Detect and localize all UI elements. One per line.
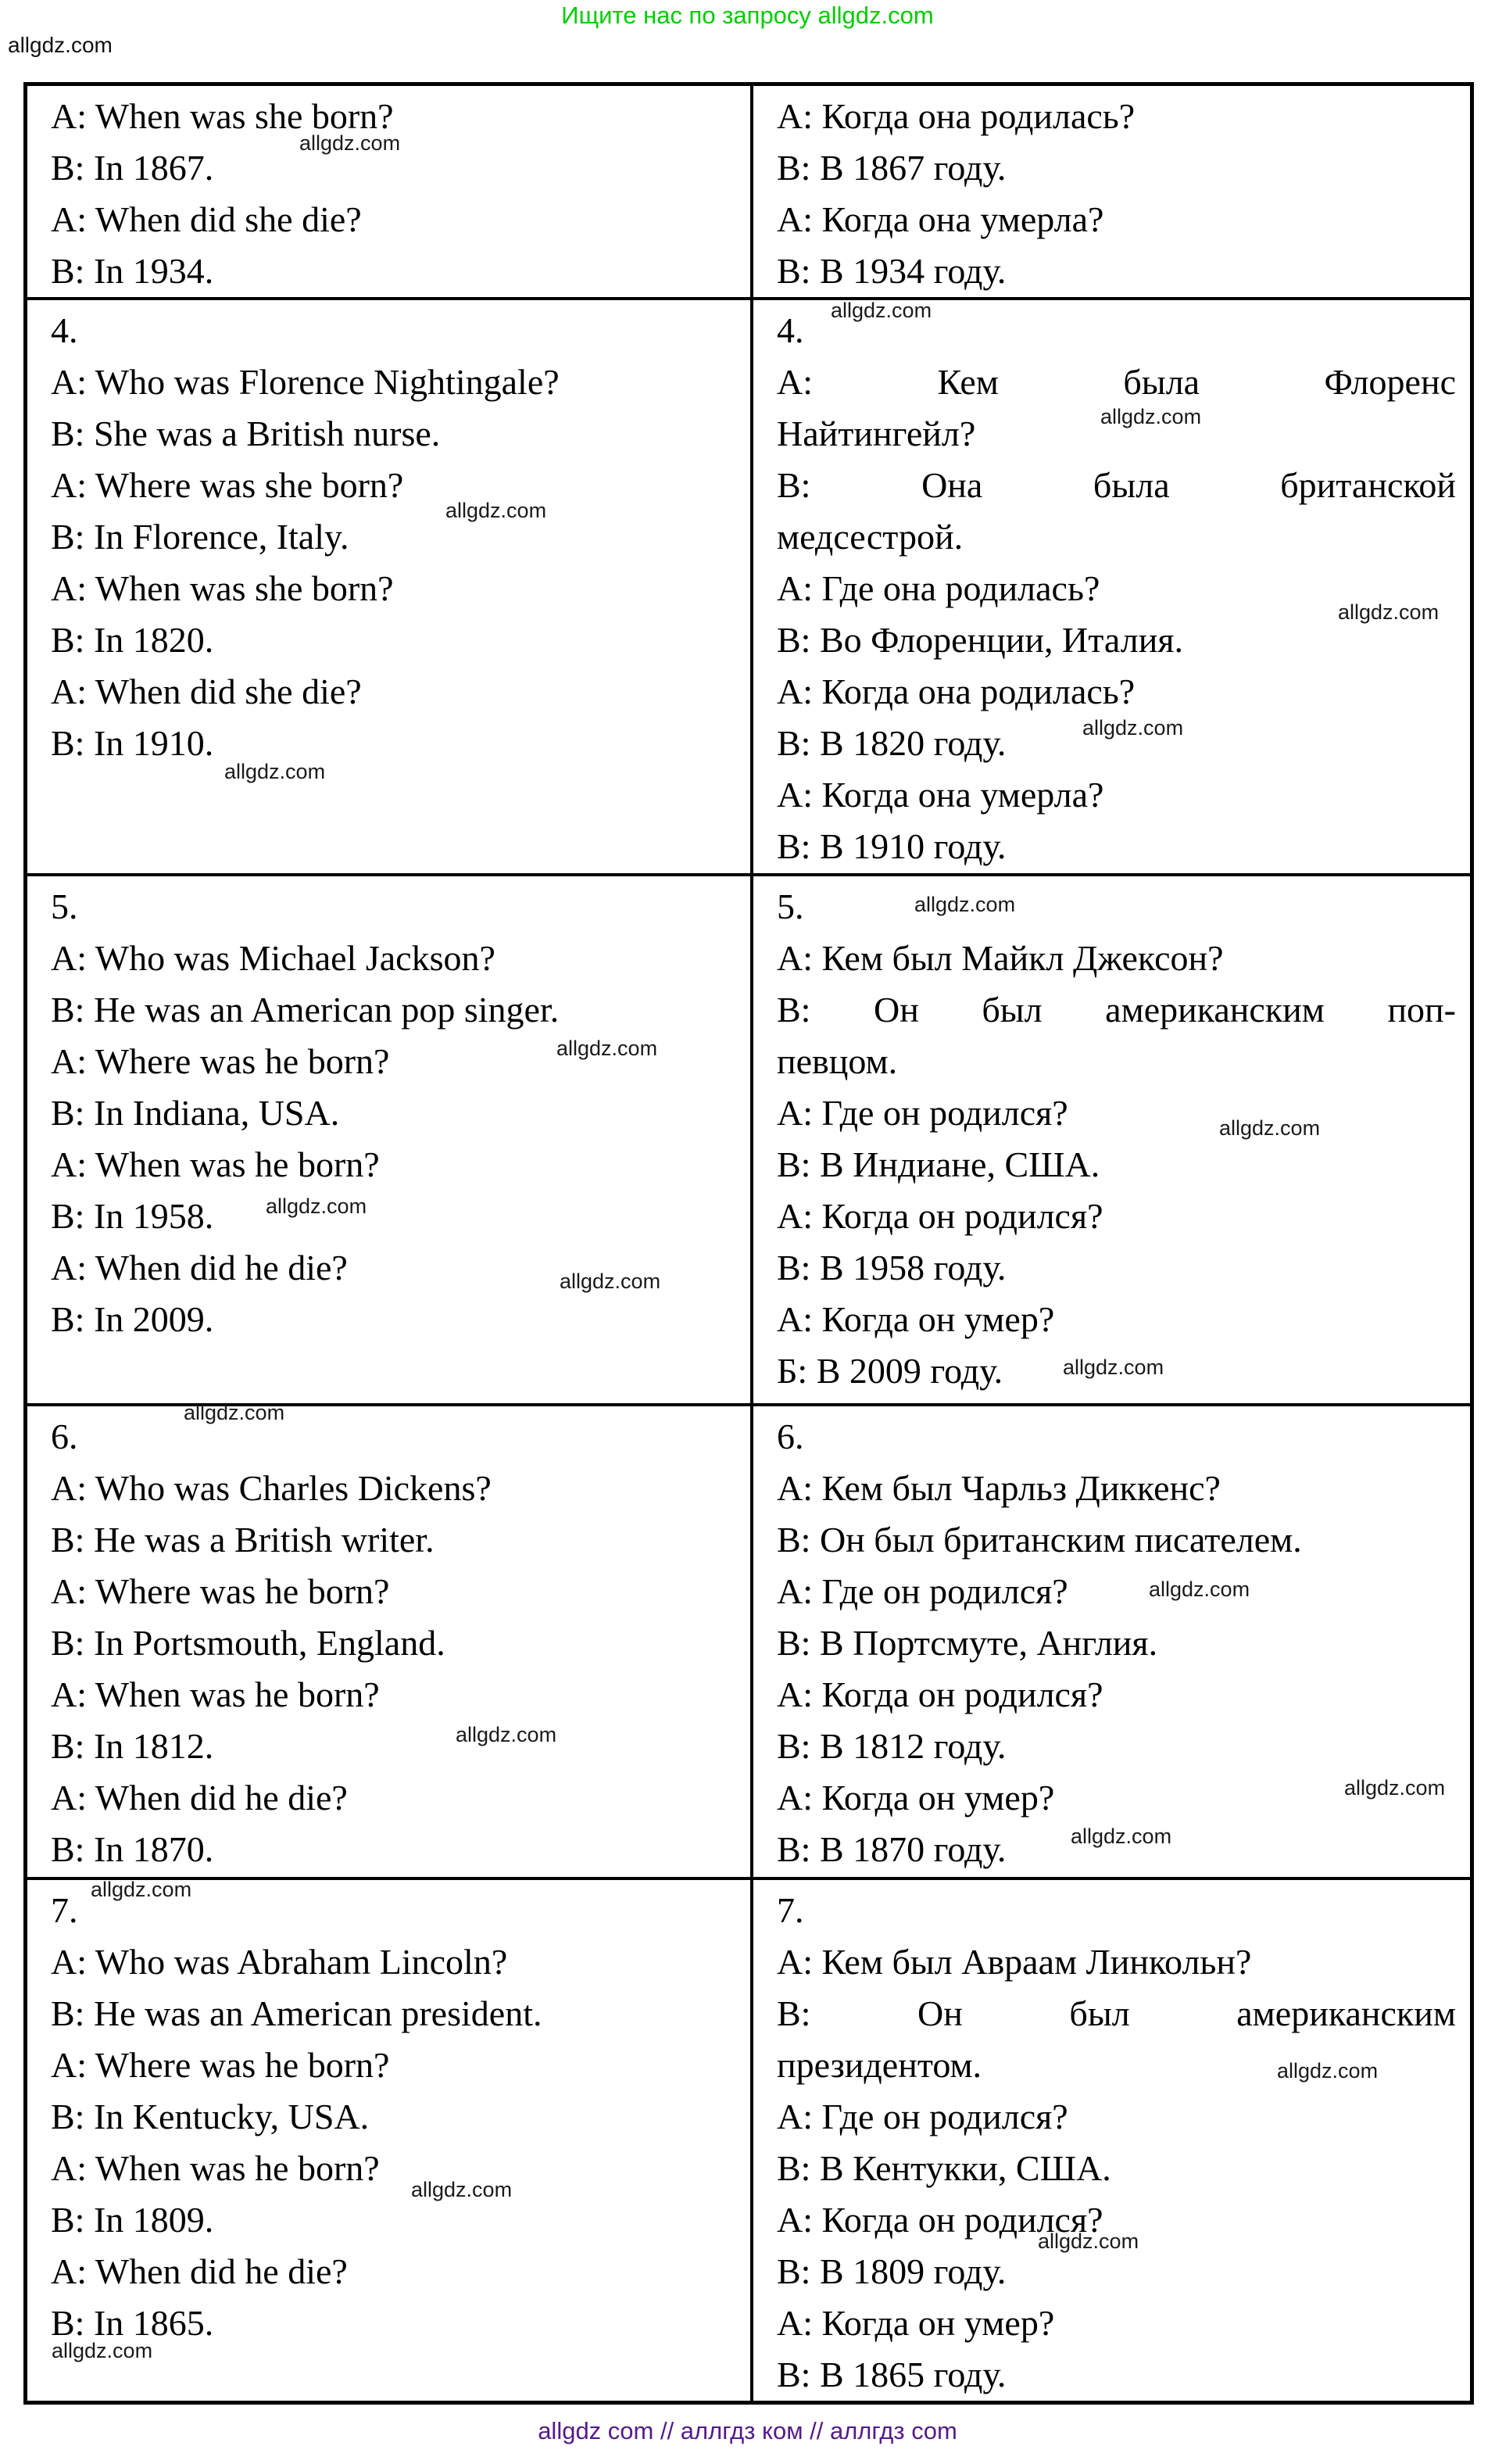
dialogue-line: A: When was he born? [51, 2148, 380, 2188]
dialogue-line: A: Where was she born? [51, 465, 404, 505]
dialogue-line: B: In 2009. [51, 1299, 214, 1339]
dialogue-line: 5. [777, 886, 804, 926]
watermark: allgdz.com [1082, 716, 1184, 740]
dialogue-line: А: Когда он умер? [777, 1299, 1055, 1339]
dialogue-line: A: When did she die? [51, 199, 362, 239]
dialogue-line: А: Когда он родился? [777, 1196, 1103, 1236]
dialogue-line: А: Где он родился? [777, 2097, 1068, 2136]
dialogue-line: B: In 1865. [51, 2303, 214, 2343]
dialogue-line: В: В 1865 году. [777, 2355, 1007, 2394]
dialogue-line: A: When was he born? [51, 1674, 380, 1714]
dialogue-cell-russian [750, 1406, 1470, 1877]
dialogue-line: А: Когда она умерла? [777, 199, 1104, 239]
dialogue-line: A: When did he die? [51, 2251, 348, 2291]
dialogue-line: A: When was he born? [51, 1144, 380, 1184]
dialogue-line: A: Who was Abraham Lincoln? [51, 1942, 508, 1982]
watermark: allgdz.com [1038, 2229, 1139, 2253]
dialogue-line: Б: В 2009 году. [777, 1351, 1003, 1391]
dialogue-line: А: Кем был Майкл Джексон? [777, 938, 1224, 978]
dialogue-cell-russian [750, 86, 1470, 297]
watermark: allgdz.com [411, 2178, 513, 2201]
dialogue-line: А: Где он родился? [777, 1093, 1068, 1133]
dialogue-line: В: В 1870 году. [777, 1829, 1007, 1869]
watermark: allgdz.com [914, 893, 1016, 916]
dialogue-cell-english [27, 300, 750, 873]
dialogue-line: В: В 1867 году. [777, 148, 1007, 188]
watermark: allgdz.com [831, 299, 932, 322]
dialogue-line: А: Когда он умер? [777, 1778, 1055, 1818]
watermark: allgdz.com [1277, 2059, 1379, 2083]
watermark: allgdz.com [1100, 405, 1202, 428]
dialogue-line: B: In 1910. [51, 723, 214, 763]
dialogue-line: B: In Portsmouth, England. [51, 1623, 445, 1663]
watermark: allgdz.com [1149, 1578, 1250, 1601]
dialogue-line: 6. [777, 1416, 804, 1456]
dialogue-line: певцом. [777, 1041, 898, 1081]
dialogue-line: В: Он был американским [777, 1993, 1456, 2033]
dialogue-line: В: В Портсмуте, Англия. [777, 1623, 1158, 1663]
promo-banner: Ищите нас по запросу allgdz.com [561, 2, 934, 29]
watermark: allgdz.com [556, 1037, 658, 1060]
dialogue-line: А: Когда он родился? [777, 1674, 1103, 1714]
dialogue-line: В: В Кентукки, США. [777, 2148, 1111, 2188]
dialogue-line: A: When was she born? [51, 568, 394, 608]
watermark: allgdz.com [224, 760, 326, 783]
dialogue-line: B: He was a British writer. [51, 1520, 435, 1560]
dialogue-line: В: Он был британским писателем. [777, 1520, 1302, 1560]
dialogue-cell-english [27, 1880, 750, 2401]
footer-links: allgdz com // аллгдз ком // аллгдз com [538, 2417, 957, 2444]
watermark: allgdz.com [1219, 1116, 1321, 1140]
dialogue-line: А: Кем была Флоренс [777, 362, 1456, 402]
dialogue-cell-russian [750, 876, 1470, 1403]
dialogue-line: В: Она была британской [777, 465, 1456, 505]
dialogue-line: B: He was an American president. [51, 1993, 542, 2033]
dialogue-line: 5. [51, 886, 78, 926]
dialogue-line: A: When was she born? [51, 96, 394, 136]
dialogue-line: 4. [51, 310, 78, 350]
dialogue-cell-russian [750, 1880, 1470, 2401]
dialogue-line: B: In 1809. [51, 2200, 214, 2240]
dialogue-line: B: In Kentucky, USA. [51, 2097, 370, 2136]
dialogue-line: А: Когда она родилась? [777, 96, 1136, 136]
dialogue-cell-english [27, 1406, 750, 1877]
dialogue-line: медсестрой. [777, 517, 964, 557]
dialogue-line: B: In 1812. [51, 1726, 214, 1766]
dialogue-line: B: In 1820. [51, 620, 214, 660]
dialogue-cell-russian [750, 300, 1470, 873]
watermark: allgdz.com [560, 1270, 661, 1293]
dialogue-line: A: Where was he born? [51, 1041, 390, 1081]
watermark: allgdz.com [456, 1723, 557, 1746]
watermark: allgdz.com [184, 1401, 285, 1424]
dialogue-line: А: Кем был Чарльз Диккенс? [777, 1468, 1221, 1508]
table-row [27, 1877, 1470, 2401]
dialogue-line: В: Во Флоренции, Италия. [777, 620, 1183, 660]
table-row [27, 1403, 1470, 1877]
dialogue-line: В: В 1809 году. [777, 2251, 1007, 2291]
dialogue-line: B: In 1958. [51, 1196, 214, 1236]
dialogue-line: А: Когда он родился? [777, 2200, 1103, 2240]
dialogue-line: Найтингейл? [777, 414, 976, 453]
dialogue-line: A: Who was Charles Dickens? [51, 1468, 492, 1508]
dialogue-line: А: Кем был Авраам Линкольн? [777, 1942, 1252, 1982]
dialogue-cell-english [27, 86, 750, 297]
dialogue-line: B: She was a British nurse. [51, 414, 441, 453]
dialogue-line: A: Where was he born? [51, 2045, 390, 2085]
watermark: allgdz.com [91, 1878, 192, 1901]
dialogue-line: B: He was an American pop singer. [51, 990, 560, 1030]
dialogue-line: 4. [777, 310, 804, 350]
dialogue-line: A: Where was he born? [51, 1571, 390, 1611]
dialogue-cell-english [27, 876, 750, 1403]
dialogue-table [23, 82, 1474, 2405]
watermark: allgdz.com [1071, 1825, 1172, 1848]
dialogue-line: B: In 1870. [51, 1829, 214, 1869]
watermark: allgdz.com [445, 499, 547, 522]
dialogue-line: А: Когда она умерла? [777, 775, 1104, 815]
dialogue-line: А: Когда она родилась? [777, 672, 1136, 711]
dialogue-line: B: In Florence, Italy. [51, 517, 349, 557]
dialogue-line: 7. [777, 1890, 804, 1930]
dialogue-line: B: In 1934. [51, 251, 214, 291]
watermark: allgdz.com [1338, 600, 1440, 624]
dialogue-line: А: Где он родился? [777, 1571, 1068, 1611]
dialogue-line: 6. [51, 1416, 78, 1456]
dialogue-line: 7. [51, 1890, 78, 1930]
dialogue-line: В: В 1958 году. [777, 1248, 1007, 1288]
watermark: allgdz.com [266, 1194, 367, 1218]
dialogue-line: В: В 1812 году. [777, 1726, 1007, 1766]
dialogue-line: B: In 1867. [51, 148, 214, 188]
dialogue-line: A: Who was Florence Nightingale? [51, 362, 560, 402]
dialogue-line: В: В 1820 году. [777, 723, 1007, 763]
watermark: allgdz.com [299, 131, 401, 155]
dialogue-line: В: В 1934 году. [777, 251, 1007, 291]
dialogue-line: А: Где она родилась? [777, 568, 1100, 608]
dialogue-line: президентом. [777, 2045, 982, 2085]
dialogue-line: A: When did he die? [51, 1778, 348, 1818]
dialogue-line: В: В 1910 году. [777, 826, 1007, 866]
dialogue-line: A: When did she die? [51, 672, 362, 711]
dialogue-line: B: In Indiana, USA. [51, 1093, 340, 1133]
table-row [27, 297, 1470, 873]
watermark: allgdz.com [8, 33, 113, 57]
watermark: allgdz.com [1344, 1776, 1446, 1800]
dialogue-line: A: Who was Michael Jackson? [51, 938, 495, 978]
dialogue-line: В: В Индиане, США. [777, 1144, 1100, 1184]
dialogue-line: А: Когда он умер? [777, 2303, 1055, 2343]
watermark: allgdz.com [52, 2339, 153, 2362]
dialogue-line: В: Он был американским поп- [777, 990, 1456, 1030]
dialogue-line: A: When did he die? [51, 1248, 348, 1288]
watermark: allgdz.com [1063, 1356, 1164, 1379]
table-row [27, 86, 1470, 297]
